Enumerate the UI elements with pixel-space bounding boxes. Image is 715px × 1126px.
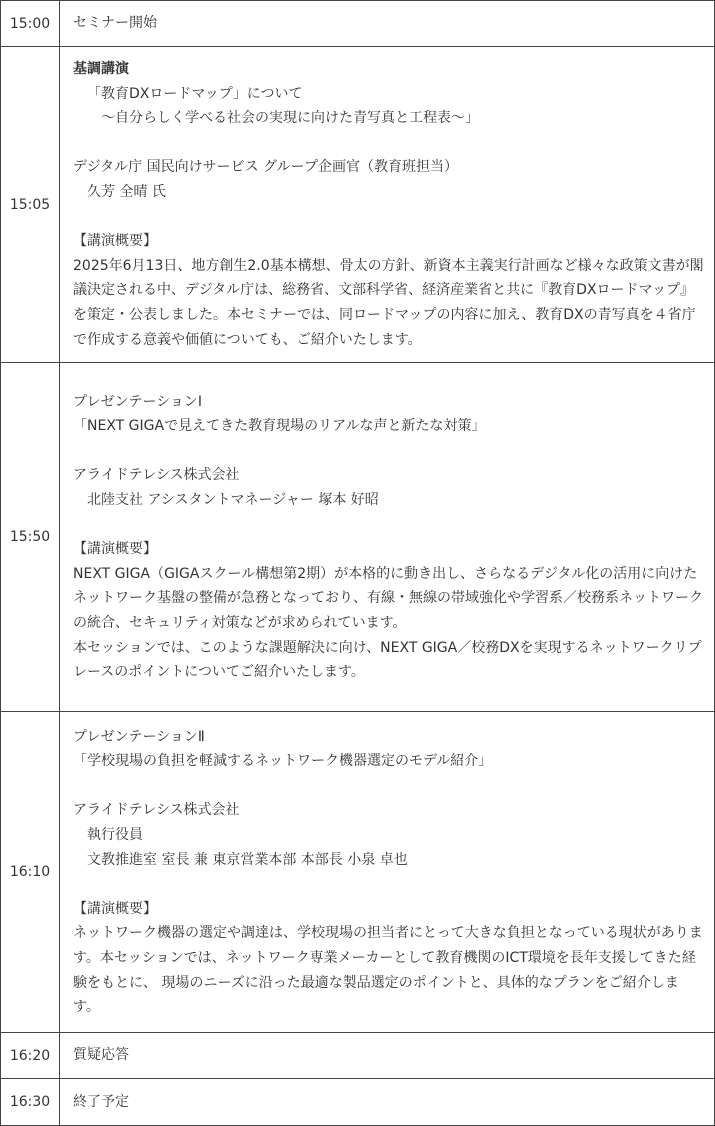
schedule-time: 15:05 [1,47,60,363]
spacer [73,205,704,230]
session-summary: NEXT GIGA（GIGAスクール構想第2期）が本格的に動き出し、さらなるデジタル化の活用に向けたネットワーク基盤の整備が急務となっており、有線・無線の帯域強化や学習系／校務系ネットワークの統合、セキュリティ対策などが求められています。 [73,565,703,631]
speaker-role: 執行役員 [87,826,143,843]
summary-label: 【講演概要】 [73,900,157,917]
session-heading: プレゼンテーションⅠ [73,393,203,410]
session-title: 「教育DXロードマップ」について [87,85,303,102]
spacer [73,439,704,464]
spacer [73,872,704,897]
spacer [73,131,704,156]
session-keynote [60,47,715,363]
schedule-item: 終了予定 [60,1079,715,1126]
session-subtitle: ～自分らしく学べる社会の実現に向けた青写真と工程表～」 [101,110,479,127]
session-presentation-2 [60,712,715,1033]
spacer [73,513,704,538]
schedule-time: 15:00 [1,1,60,47]
speaker-organization: デジタル庁 国民向けサービス グループ企画官（教育班担当） [73,159,458,176]
schedule-row [1,47,715,363]
schedule-row [1,1079,715,1126]
speaker-organization: アライドテレシス株式会社 [73,467,240,484]
session-presentation-1 [60,363,715,712]
schedule-time: 16:30 [1,1079,60,1126]
speaker-name: 文教推進室 室長 兼 東京営業本部 本部長 小泉 卓也 [87,851,408,868]
summary-label: 【講演概要】 [73,233,157,250]
session-summary: 2025年6月13日、地方創生2.0基本構想、骨太の方針、新資本主義実行計画など様々な政策文書が閣議決定される中、デジタル庁は、総務省、文部科学省、経済産業省と共に『教育DXロードマップ』を策定・公表しました。本セミナーでは、同ロードマップの内容に加え、教育DXの青写真を４省庁で作成する意義や価値についても、ご紹介いたします。 [73,257,704,348]
session-title: 「NEXT GIGAで見えてきた教育現場のリアルな声と新たな対策」 [73,418,486,435]
schedule-row [1,712,715,1033]
speaker-organization: アライドテレシス株式会社 [73,802,240,819]
session-heading: プレゼンテーションⅡ [73,728,205,745]
schedule-row [1,1033,715,1079]
speaker-name: 久芳 全晴 氏 [87,183,166,200]
schedule-time: 16:20 [1,1033,60,1079]
schedule-row [1,363,715,712]
session-summary: ネットワーク機器の選定や調達は、学校現場の担当者にとって大きな負担となっている現状があります。本セッションでは、ネットワーク専業メーカーとして教育機関のICT環境を長年支援してきた経験をもとに、 現場のニーズに沿った最適な製品選定のポイントと、具体的なプランをご紹介します。 [73,925,703,1016]
speaker-name: 北陸支社 アシスタントマネージャー 塚本 好昭 [87,491,379,508]
spacer [73,774,704,799]
session-summary: 本セッションでは、このような課題解決に向け、NEXT GIGA／校務DXを実現するネットワークリプレースのポイントについてご紹介いたします。 [73,639,702,681]
schedule-item: 質疑応答 [60,1033,715,1079]
session-heading: 基調講演 [73,61,129,77]
summary-label: 【講演概要】 [73,541,157,558]
schedule-item: セミナー開始 [60,1,715,47]
schedule-time: 15:50 [1,363,60,712]
schedule-row [1,1,715,47]
schedule-time: 16:10 [1,712,60,1033]
session-title: 「学校現場の負担を軽減するネットワーク機器選定のモデル紹介」 [73,753,493,770]
